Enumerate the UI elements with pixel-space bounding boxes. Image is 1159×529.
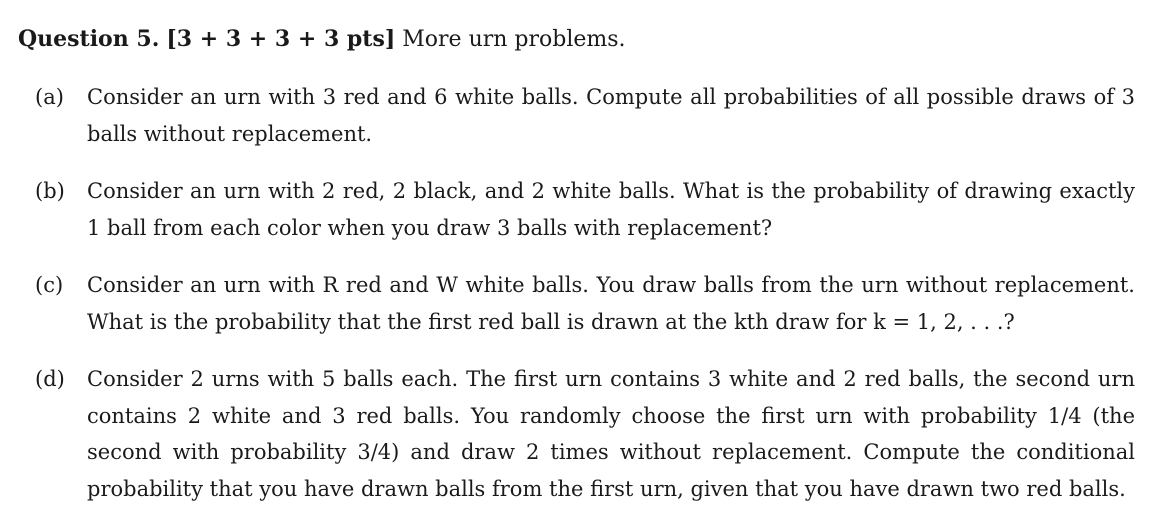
question-intro: More urn problems. bbox=[402, 27, 626, 52]
question-part-b bbox=[18, 173, 1139, 246]
part-text: Consider an urn with 3 red and 6 white balls. Compute all probabilities of all possible draws of 3 balls without replacement. bbox=[87, 85, 1135, 146]
part-text: Consider 2 urns with 5 balls each. The first urn contains 3 white and 2 red balls, the second urn contains 2 white and 3 red balls. You randomly choose the first urn with probability 1/4 (the second with probability 3/4) and draw 2 times without replacement. Compute the conditional probability that you have drawn balls from the first urn, given that you have drawn two red balls. bbox=[87, 367, 1135, 501]
question-label: Question 5. bbox=[18, 26, 160, 52]
part-marker: (c) bbox=[35, 273, 64, 297]
part-marker: (b) bbox=[35, 179, 65, 203]
part-text: Consider an urn with 2 red, 2 black, and 2 white balls. What is the probability of drawing exactly 1 ball from each color when you draw 3 balls with replacement? bbox=[87, 179, 1135, 240]
part-marker: (d) bbox=[35, 367, 65, 391]
question-heading bbox=[18, 24, 1139, 55]
question-parts-list bbox=[18, 79, 1139, 507]
question-part-a bbox=[18, 79, 1139, 152]
part-text: Consider an urn with R red and W white balls. You draw balls from the urn without replacement. What is the probability that the first red ball is drawn at the kth draw for k = 1, 2, . . .? bbox=[87, 273, 1135, 334]
question-part-d bbox=[18, 361, 1139, 507]
part-marker: (a) bbox=[35, 85, 64, 109]
question-part-c bbox=[18, 267, 1139, 340]
question-points: [3 + 3 + 3 + 3 pts] bbox=[166, 26, 396, 52]
